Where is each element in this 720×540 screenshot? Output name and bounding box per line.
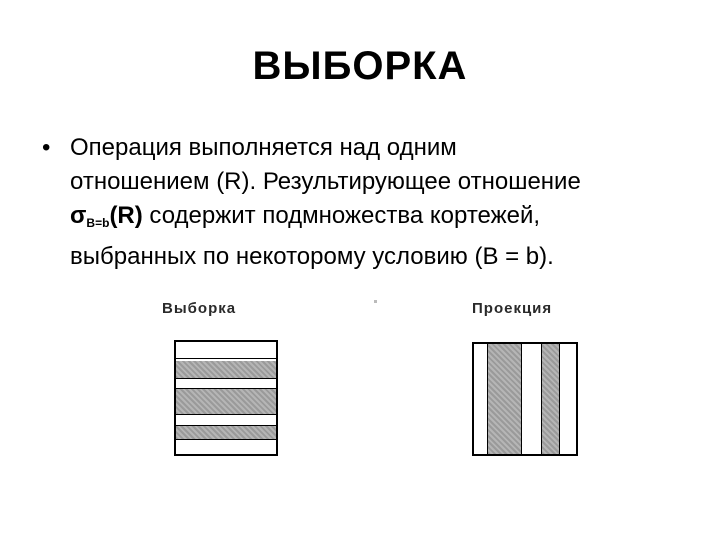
sigma-symbol: σ	[70, 202, 87, 229]
slide-title: ВЫБОРКА	[252, 44, 468, 88]
selection-diagram	[174, 340, 278, 456]
selection-row-shaded	[176, 426, 276, 440]
sigma-argument: (R)	[109, 202, 143, 229]
scan-speck	[374, 300, 377, 303]
selection-row-shaded	[176, 361, 276, 379]
selection-row	[176, 379, 276, 389]
bullet-text	[70, 131, 710, 274]
projection-column-shaded	[488, 344, 522, 454]
selection-row-shaded	[176, 389, 276, 415]
bullet-line-3	[70, 199, 710, 240]
bullet-line-3-rest: содержит подмножества кортежей,	[142, 202, 541, 229]
selection-row	[176, 342, 276, 359]
bullet-line-4: выбранных по некоторому условию (B = b).	[70, 243, 554, 270]
selection-row	[176, 440, 276, 454]
projection-column	[474, 344, 488, 454]
projection-figure-label: Проекция	[472, 300, 553, 317]
projection-column-shaded	[542, 344, 560, 454]
projection-column	[560, 344, 576, 454]
sigma-subscript: B=b	[86, 216, 110, 230]
selection-figure-label: Выборка	[162, 300, 237, 317]
projection-diagram	[472, 342, 578, 456]
projection-column	[522, 344, 542, 454]
bullet-line-2: отношением (R). Результирующее отношение	[70, 168, 581, 195]
bullet-marker: •	[42, 134, 51, 161]
bullet-line-1: Операция выполняется над одним	[70, 134, 457, 161]
selection-row	[176, 415, 276, 426]
